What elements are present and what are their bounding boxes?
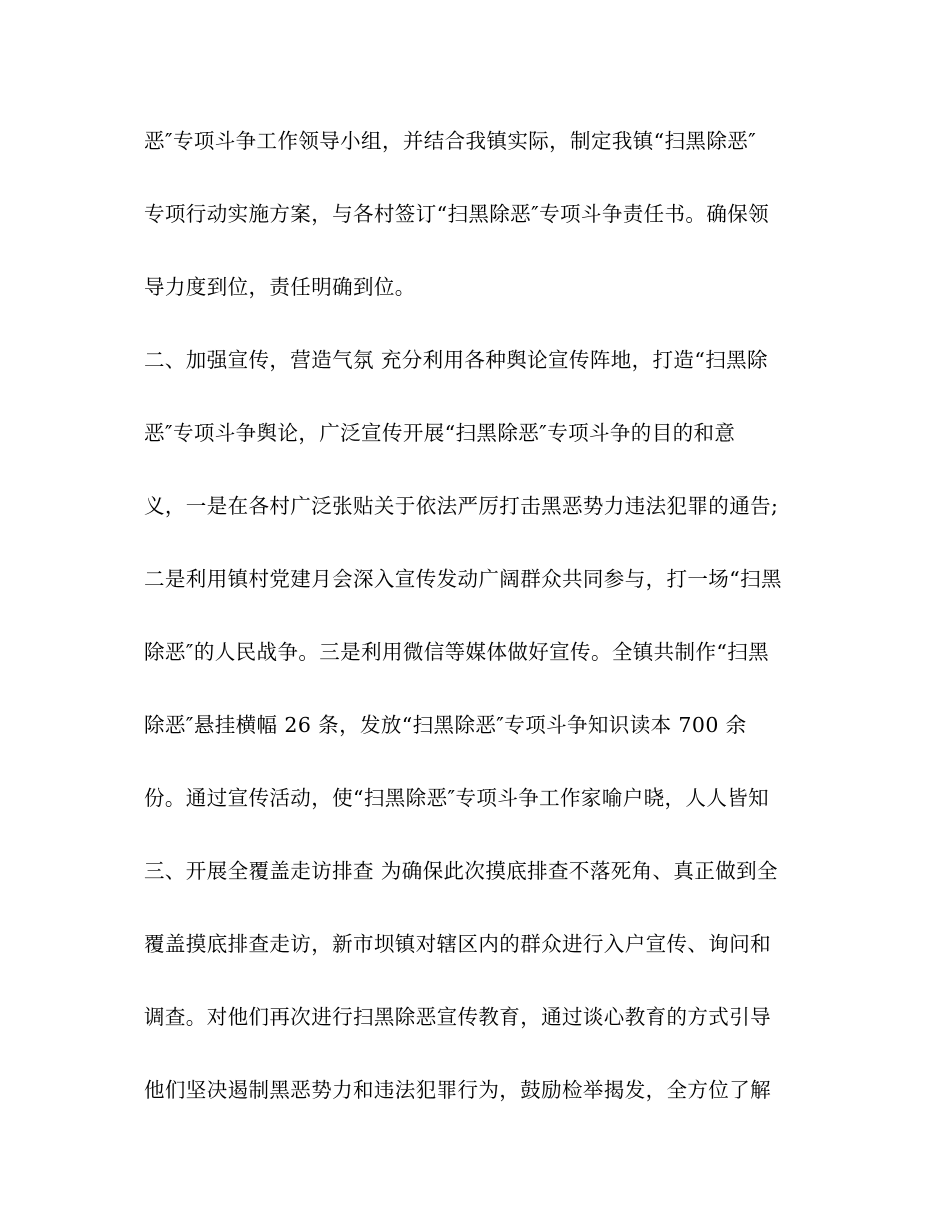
text-line: 导力度到位，责任明确到位。 — [144, 275, 416, 299]
text-line: 恶″专项斗争工作领导小组，并结合我镇实际，制定我镇“扫黑除恶″ — [144, 129, 757, 153]
text-line: 覆盖摸底排查走访，新市坝镇对辖区内的群众进行入户宣传、询问和 — [144, 932, 771, 956]
text-line: 他们坚决遏制黑恶势力和违法犯罪行为，鼓励检举揭发，全方位了解 — [144, 1078, 771, 1102]
text-line: 义，一是在各村广泛张贴关于依法严厉打击黑恶势力违法犯罪的通告; — [144, 494, 779, 518]
text-line: 二是利用镇村党建月会深入宣传发动广阔群众共同参与，打一场“扫黑 — [144, 567, 782, 591]
text-line: 恶″专项斗争舆论，广泛宣传开展“扫黑除恶″专项斗争的目的和意 — [144, 421, 736, 445]
text-line: 除恶″的人民战争。三是利用微信等媒体做好宣传。全镇共制作“扫黑 — [144, 640, 770, 664]
text-line: 份。通过宣传活动，使“扫黑除恶″专项斗争工作家喻户晓，人人皆知 — [144, 786, 770, 810]
text-line: 除恶″悬挂横幅 26 条，发放“扫黑除恶″专项斗争知识读本 700 余 — [144, 713, 747, 737]
document-body — [144, 118, 824, 1140]
text-line: 调查。对他们再次进行扫黑除恶宣传教育，通过谈心教育的方式引导 — [144, 1005, 771, 1029]
section-heading-line: 三、开展全覆盖走访排查 为确保此次摸底排查不落死角、真正做到全 — [144, 859, 778, 883]
text-line: 专项行动实施方案，与各村签订“扫黑除恶″专项斗争责任书。确保领 — [144, 202, 770, 226]
section-heading-line: 二、加强宣传，营造气氛 充分利用各种舆论宣传阵地，打造“扫黑除 — [144, 348, 768, 372]
